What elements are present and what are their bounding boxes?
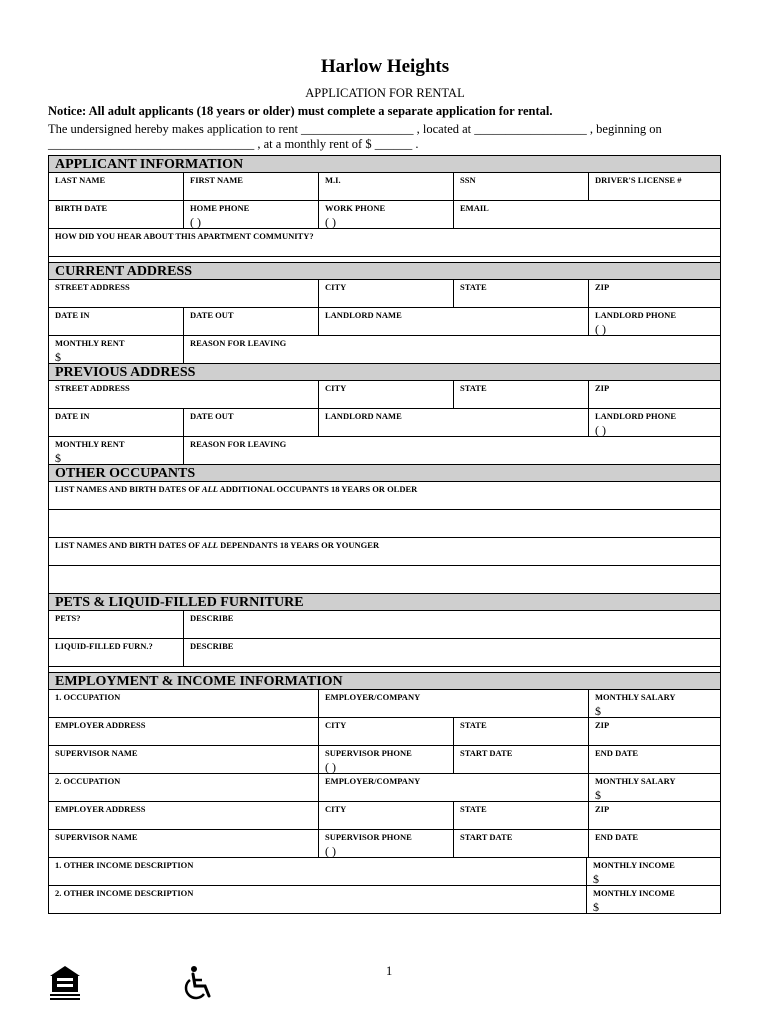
supervisor-name-2-field[interactable]: SUPERVISOR NAME xyxy=(49,830,319,857)
monthly-salary-1-field[interactable]: MONTHLY SALARY $ xyxy=(595,692,676,718)
previous-date-in-field[interactable]: DATE IN xyxy=(49,409,184,436)
supervisor-phone-2-field[interactable]: SUPERVISOR PHONE ( ) xyxy=(319,830,454,857)
previous-landlord-phone-field[interactable]: LANDLORD PHONE ( ) xyxy=(595,411,676,437)
employer-address-2-field[interactable]: EMPLOYER ADDRESS xyxy=(49,802,319,829)
current-city-field[interactable]: CITY xyxy=(319,280,454,307)
liquid-furniture-field[interactable]: LIQUID-FILLED FURN.? xyxy=(49,639,184,666)
form-subtitle: APPLICATION FOR RENTAL xyxy=(305,86,465,100)
current-reason-for-leaving-field[interactable]: REASON FOR LEAVING xyxy=(190,338,287,348)
section-previous-address: PREVIOUS ADDRESS xyxy=(49,364,720,381)
other-income-1-field[interactable]: 1. OTHER INCOME DESCRIPTION xyxy=(49,858,587,885)
adult-occupants-field[interactable]: LIST NAMES AND BIRTH DATES OF ALL ADDITIONAL OCCUPANTS 18 YEARS OR OLDER xyxy=(55,484,418,494)
employer-1-field[interactable]: EMPLOYER/COMPANY xyxy=(319,690,589,717)
pets-field[interactable]: PETS? xyxy=(49,611,184,638)
previous-state-field[interactable]: STATE xyxy=(454,381,589,408)
adult-occupants-continued-field[interactable] xyxy=(49,510,720,537)
start-date-1-field[interactable]: START DATE xyxy=(454,746,589,773)
current-zip-field[interactable]: ZIP xyxy=(595,282,610,292)
section-other-occupants: OTHER OCCUPANTS xyxy=(49,465,720,482)
monthly-income-2-field[interactable]: MONTHLY INCOME $ xyxy=(593,888,675,914)
last-name-field[interactable]: LAST NAME xyxy=(49,173,184,200)
employer-state-2-field[interactable]: STATE xyxy=(454,802,589,829)
wheelchair-accessible-icon xyxy=(182,964,216,1002)
work-phone-field[interactable]: WORK PHONE ( ) xyxy=(319,201,454,228)
section-current-address: CURRENT ADDRESS xyxy=(49,263,720,280)
other-income-2-field[interactable]: 2. OTHER INCOME DESCRIPTION xyxy=(49,886,587,913)
page-number: 1 xyxy=(386,964,393,978)
current-landlord-name-field[interactable]: LANDLORD NAME xyxy=(319,308,589,335)
monthly-salary-2-field[interactable]: MONTHLY SALARY $ xyxy=(595,776,676,802)
dependants-continued-field[interactable] xyxy=(49,566,720,593)
how-did-you-hear-field[interactable]: HOW DID YOU HEAR ABOUT THIS APARTMENT COMMUNITY? xyxy=(55,231,314,241)
previous-date-out-field[interactable]: DATE OUT xyxy=(184,409,319,436)
current-state-field[interactable]: STATE xyxy=(454,280,589,307)
first-name-field[interactable]: FIRST NAME xyxy=(184,173,319,200)
employer-state-1-field[interactable]: STATE xyxy=(454,718,589,745)
end-date-1-field[interactable]: END DATE xyxy=(595,748,639,758)
current-landlord-phone-field[interactable]: LANDLORD PHONE ( ) xyxy=(595,310,676,336)
drivers-license-field[interactable]: DRIVER'S LICENSE # xyxy=(595,175,682,185)
current-street-address-field[interactable]: STREET ADDRESS xyxy=(49,280,319,307)
employer-address-1-field[interactable]: EMPLOYER ADDRESS xyxy=(49,718,319,745)
page-title: Harlow Heights xyxy=(320,56,450,77)
home-phone-field[interactable]: HOME PHONE ( ) xyxy=(184,201,319,228)
employer-2-field[interactable]: EMPLOYER/COMPANY xyxy=(319,774,589,801)
liquid-furniture-describe-field[interactable]: DESCRIBE xyxy=(190,641,234,651)
adult-notice: Notice: All adult applicants (18 years or older) must complete a separate application for rental. xyxy=(48,104,553,118)
dependants-field[interactable]: LIST NAMES AND BIRTH DATES OF ALL DEPENDANTS 18 YEARS OR YOUNGER xyxy=(55,540,380,550)
equal-housing-opportunity-icon xyxy=(48,964,82,1002)
section-employment-income: EMPLOYMENT & INCOME INFORMATION xyxy=(49,673,720,690)
current-monthly-rent-field[interactable]: MONTHLY RENT $ xyxy=(49,336,184,363)
rental-terms-line-2: _________________________________ , at a monthly rent of $ ______ . xyxy=(48,137,419,151)
section-pets-and-furniture: PETS & LIQUID-FILLED FURNITURE xyxy=(49,594,720,611)
end-date-2-field[interactable]: END DATE xyxy=(595,832,639,842)
rental-application-form xyxy=(48,155,721,914)
current-date-in-field[interactable]: DATE IN xyxy=(49,308,184,335)
current-date-out-field[interactable]: DATE OUT xyxy=(184,308,319,335)
previous-street-address-field[interactable]: STREET ADDRESS xyxy=(49,381,319,408)
employer-zip-2-field[interactable]: ZIP xyxy=(595,804,610,814)
employer-city-2-field[interactable]: CITY xyxy=(319,802,454,829)
previous-landlord-name-field[interactable]: LANDLORD NAME xyxy=(319,409,589,436)
supervisor-name-1-field[interactable]: SUPERVISOR NAME xyxy=(49,746,319,773)
employer-city-1-field[interactable]: CITY xyxy=(319,718,454,745)
previous-monthly-rent-field[interactable]: MONTHLY RENT $ xyxy=(49,437,184,464)
birth-date-field[interactable]: BIRTH DATE xyxy=(49,201,184,228)
email-field[interactable]: EMAIL xyxy=(460,203,489,213)
supervisor-phone-1-field[interactable]: SUPERVISOR PHONE ( ) xyxy=(319,746,454,773)
start-date-2-field[interactable]: START DATE xyxy=(454,830,589,857)
ssn-field[interactable]: SSN xyxy=(454,173,589,200)
employer-zip-1-field[interactable]: ZIP xyxy=(595,720,610,730)
pets-describe-field[interactable]: DESCRIBE xyxy=(190,613,234,623)
section-applicant-information: APPLICANT INFORMATION xyxy=(49,156,720,173)
occupation-2-field[interactable]: 2. OCCUPATION xyxy=(49,774,319,801)
previous-reason-for-leaving-field[interactable]: REASON FOR LEAVING xyxy=(190,439,287,449)
monthly-income-1-field[interactable]: MONTHLY INCOME $ xyxy=(593,860,675,886)
rental-terms-line-1: The undersigned hereby makes application to rent __________________ , located at __________________ , beginning on xyxy=(48,122,662,136)
previous-city-field[interactable]: CITY xyxy=(319,381,454,408)
occupation-1-field[interactable]: 1. OCCUPATION xyxy=(49,690,319,717)
middle-initial-field[interactable]: M.I. xyxy=(319,173,454,200)
previous-zip-field[interactable]: ZIP xyxy=(595,383,610,393)
